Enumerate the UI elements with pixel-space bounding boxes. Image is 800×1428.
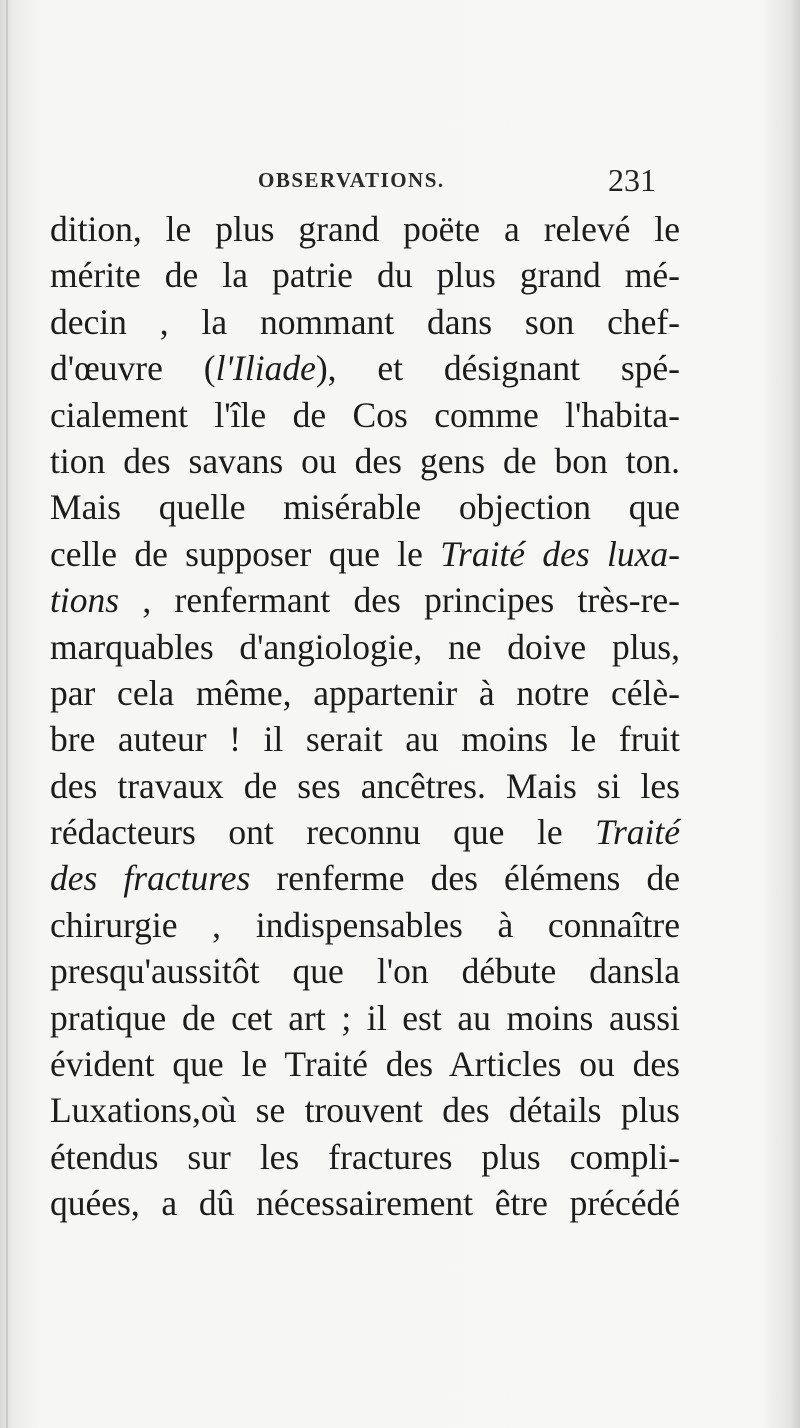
text-line [50,392,680,438]
text-line [50,809,680,855]
text-segment: tion des savans ou des gens de bon ton. [50,440,680,481]
text-segment: quées, a dû nécessairement être précédé [50,1183,680,1224]
text-line [50,1041,680,1087]
text-line [50,299,680,345]
text-segment: decin , la nommant dans son chef- [50,301,680,342]
text-segment: d'œuvre ( [50,348,216,389]
text-segment: renferme des élémens de [250,858,680,899]
text-line [50,1134,680,1180]
text-line [50,345,680,391]
italic-title-segment: Traité [595,812,680,853]
text-segment: Luxations,où se trouvent des détails plus [50,1090,680,1131]
text-segment: cialement l'île de Cos comme l'habita- [50,394,680,435]
italic-title-segment: l'Iliade [215,348,316,389]
text-line [50,670,680,716]
text-line [50,577,680,623]
italic-title-segment: Traité des luxa- [440,533,680,574]
text-segment: bre auteur ! il serait au moins le fruit [50,719,680,760]
text-line [50,1087,680,1133]
text-line [50,902,680,948]
text-segment: chirurgie , indispensables à connaître [50,904,680,945]
text-line [50,855,680,901]
text-line [50,1180,680,1226]
text-segment: évident que le Traité des Articles ou des [50,1044,680,1085]
text-segment: pratique de cet art ; il est au moins aussi [50,997,680,1038]
page-header [0,162,800,208]
text-line [50,995,680,1041]
text-line [50,531,680,577]
text-segment: des travaux de ses ancêtres. Mais si les [50,765,680,806]
body-text [50,206,680,1227]
text-line [50,763,680,809]
text-segment: dition, le plus grand poëte a relevé le [50,209,680,249]
text-line [50,624,680,670]
text-segment: mérite de la patrie du plus grand mé- [50,255,680,296]
text-line [50,252,680,298]
text-segment: , renfermant des principes très-re- [119,580,680,621]
text-segment: presqu'aussitôt que l'on débute dansla [50,951,680,992]
text-segment: celle de supposer que le [50,533,441,574]
running-title: OBSERVATIONS. [258,168,445,192]
text-segment: rédacteurs ont reconnu que le [50,812,596,853]
text-line [50,438,680,484]
page-number: 231 [608,162,656,198]
text-segment: Mais quelle misérable objection que [50,487,680,528]
text-segment: ), et désignant spé- [315,348,681,389]
text-segment: étendus sur les fractures plus compli- [50,1136,680,1177]
text-line [50,206,680,252]
text-segment: marquables d'angiologie, ne doive plus, [50,626,680,667]
text-line [50,948,680,994]
italic-title-segment: des fractures [50,858,251,899]
text-segment: par cela même, appartenir à notre célè- [50,672,680,713]
text-line [50,484,680,530]
text-line [50,716,680,762]
page-gutter [6,0,8,1428]
italic-title-segment: tions [50,580,120,621]
